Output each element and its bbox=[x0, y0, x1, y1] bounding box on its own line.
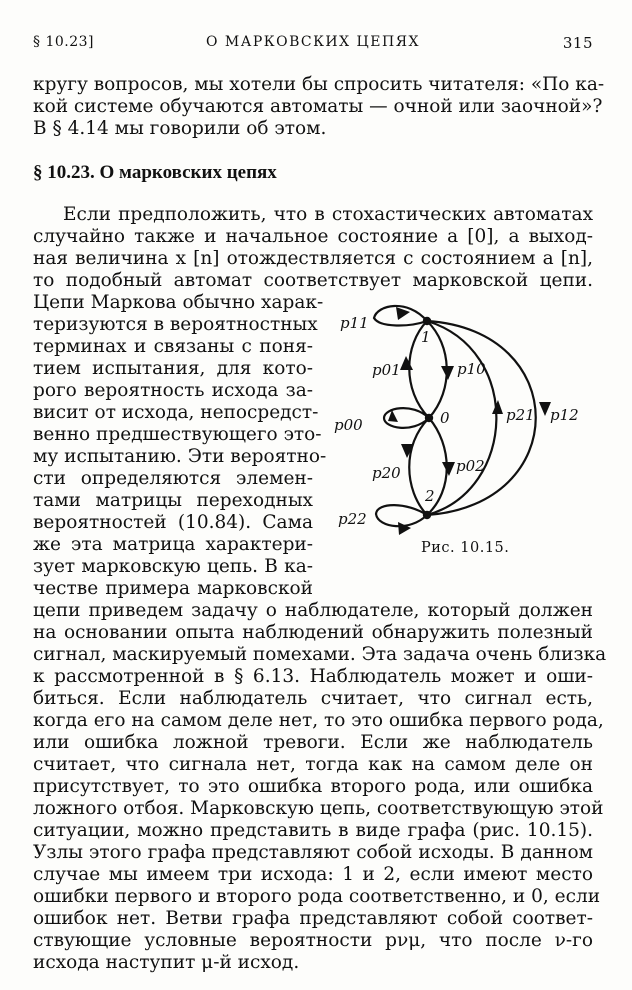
text-line: или ошибка ложной тревоги. Если же наблюдатель bbox=[33, 732, 593, 753]
node-2 bbox=[423, 511, 431, 519]
text-line: случайно также и начальное состояние a [0], а выход- bbox=[33, 226, 593, 247]
text-line: венно предшествующего это- bbox=[33, 424, 322, 445]
text-line: тами матрицы переходных bbox=[33, 490, 313, 511]
running-header bbox=[33, 34, 593, 56]
node-label: 1 bbox=[421, 328, 431, 346]
edge-label: p20 bbox=[372, 464, 401, 482]
edge-label: p11 bbox=[340, 314, 369, 332]
arrow-2-1 bbox=[492, 400, 503, 414]
text-line: Если предположить, что в стохастических автоматах bbox=[63, 204, 593, 225]
text-line: же эта матрица характери- bbox=[33, 534, 313, 555]
edge-2-to-1 bbox=[427, 321, 496, 515]
text-line: терминах и связаны с поня- bbox=[33, 336, 313, 357]
text-line: ложного отбоя. Марковскую цепь, соответствующую этой bbox=[33, 798, 604, 819]
text-line: считает, что сигнала нет, тогда как на самом деле он bbox=[33, 754, 593, 775]
text-line: ная величина x [n] отождествляется с состоянием a [n], bbox=[33, 248, 593, 269]
page-number: 315 bbox=[562, 34, 593, 52]
arrow-loop-1 bbox=[396, 307, 410, 320]
text-line: ошибки первого и второго рода соответственно, и 0, если bbox=[33, 886, 601, 907]
text-line: вероятностей (10.84). Сама bbox=[33, 512, 313, 533]
text-line: сти определяются элемен- bbox=[33, 468, 313, 489]
node-label: 2 bbox=[425, 487, 435, 505]
text-line: когда его на самом деле нет, то это ошибка первого рода, bbox=[33, 710, 604, 731]
text-line: му испытанию. Эти вероятно- bbox=[33, 446, 327, 467]
node-1 bbox=[423, 317, 431, 325]
edge-label: p01 bbox=[372, 361, 401, 379]
text-line: биться. Если наблюдатель считает, что сигнал есть, bbox=[33, 688, 593, 709]
text-line: ситуации, можно представить в виде графа (рис. 10.15). bbox=[33, 820, 593, 841]
text-line: честве примера марковской bbox=[33, 578, 313, 599]
text-line: случае мы имеем три исхода: 1 и 2, если имеют место bbox=[33, 864, 593, 885]
text-line: кой системе обучаются автоматы — очной или заочной»? bbox=[33, 96, 603, 117]
text-line: Узлы этого графа представляют собой исходы. В данном bbox=[33, 842, 593, 863]
arrow-0-1 bbox=[400, 356, 413, 370]
text-line: рого вероятность исхода за- bbox=[33, 380, 313, 401]
text-line: исхода наступит μ-й исход. bbox=[33, 952, 300, 973]
text-line: ствующие условные вероятности pνμ, что после ν-го bbox=[33, 930, 593, 951]
node-label: 0 bbox=[440, 409, 450, 427]
text-line: на основании опыта наблюдений обнаружить полезный bbox=[33, 622, 593, 643]
arrow-1-0 bbox=[441, 366, 454, 380]
edge-label: p21 bbox=[506, 406, 535, 424]
text-line: висит от исхода, непосредст- bbox=[33, 402, 319, 423]
text-line: ошибок нет. Ветви графа представляют собой соответ- bbox=[33, 908, 593, 929]
text-line: тием испытания, для кото- bbox=[33, 358, 313, 379]
text-line: присутствует, то это ошибка второго рода, или ошибка bbox=[33, 776, 593, 797]
arrow-2-0 bbox=[401, 444, 414, 458]
text-line: то подобный автомат соответствует марковской цепи. bbox=[33, 270, 593, 291]
text-line: кругу вопросов, мы хотели бы спросить читателя: «По ка- bbox=[33, 74, 605, 95]
edge-label: p12 bbox=[550, 406, 579, 424]
edge-label: p02 bbox=[456, 457, 485, 475]
text-line: цепи приведем задачу о наблюдателе, который должен bbox=[33, 600, 593, 621]
text-line: В § 4.14 мы говорили об этом. bbox=[33, 118, 327, 139]
text-line: Цепи Маркова обычно харак- bbox=[33, 292, 324, 313]
loop-2 bbox=[376, 505, 427, 526]
header-section: § 10.23] bbox=[33, 34, 94, 50]
markov-graph-figure bbox=[332, 290, 582, 535]
header-title: О МАРКОВСКИХ ЦЕПЯХ bbox=[206, 34, 420, 50]
text-line: сигнал, маскируемый помехами. Эта задача очень близка bbox=[33, 644, 607, 665]
text-line: теризуются в вероятностных bbox=[33, 314, 318, 335]
edge-label: p10 bbox=[457, 360, 486, 378]
edge-label: p22 bbox=[338, 510, 367, 528]
node-0 bbox=[425, 414, 433, 422]
arrow-loop-2 bbox=[398, 522, 411, 535]
text-line: зует марковскую цепь. В ка- bbox=[33, 556, 313, 577]
arrow-0-2 bbox=[442, 462, 455, 476]
edge-label: p00 bbox=[334, 416, 363, 434]
section-heading: § 10.23. О марковских цепях bbox=[33, 162, 277, 183]
figure-caption: Рис. 10.15. bbox=[421, 540, 510, 556]
text-line: к рассмотренной в § 6.13. Наблюдатель может и оши- bbox=[33, 666, 593, 687]
